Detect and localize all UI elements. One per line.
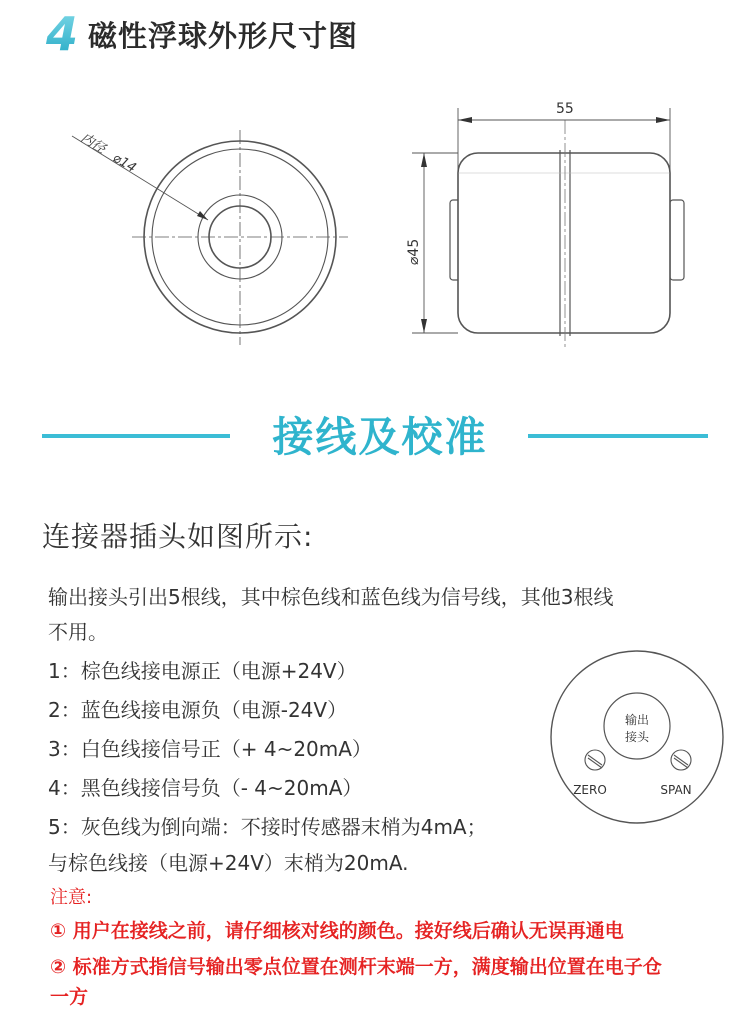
connector-subtitle: 连接器插头如图所示: xyxy=(42,520,314,553)
section-number-badge xyxy=(42,10,78,54)
wire-item-3: 3：白色线接信号正（+ 4~20mA） xyxy=(48,737,372,761)
span-screw-icon xyxy=(671,750,691,770)
wire-item-5: 5：灰色线为倒向端：不接时传感器末梢为4mA； xyxy=(48,815,487,839)
height-dimension: ⌀45 xyxy=(406,238,422,265)
wire-item-2: 2：蓝色线接电源负（电源-24V） xyxy=(48,698,348,722)
banner-title: 接线及校准 xyxy=(272,413,488,461)
note-line-1: ① 用户在接线之前，请仔细核对线的颜色。接好线后确认无误再通电 xyxy=(50,920,624,942)
zero-label: ZERO xyxy=(573,783,607,797)
wire-item-5-cont: 与棕色线接（电源+24V）末梢为20mA. xyxy=(48,851,409,875)
connector-center-label-2: 接头 xyxy=(624,730,650,744)
section-number: 4 xyxy=(46,10,78,54)
float-side-view xyxy=(450,150,684,336)
banner-line-right xyxy=(528,434,708,438)
span-label: SPAN xyxy=(660,783,692,797)
note-label: 注意: xyxy=(50,887,93,908)
dimension-drawing xyxy=(0,80,750,370)
wire-item-1: 1：棕色线接电源正（电源+24V） xyxy=(48,659,357,683)
zero-screw-icon xyxy=(585,750,605,770)
width-dimension: 55 xyxy=(556,101,574,117)
connector-diagram xyxy=(548,648,726,826)
inner-diameter-label: 内径 xyxy=(77,130,108,157)
inner-diameter-value: ⌀14 xyxy=(109,150,139,176)
wire-item-4: 4：黑色线接信号负（- 4~20mA） xyxy=(48,776,363,800)
intro-line-1: 输出接头引出5根线，其中棕色线和蓝色线为信号线，其他3根线 xyxy=(48,585,614,609)
banner-line-left xyxy=(42,434,230,438)
note-line-2a: ② 标准方式指信号输出零点位置在测杆末端一方，满度输出位置在电子仓 xyxy=(50,956,662,978)
note-line-2b: 一方 xyxy=(50,986,89,1008)
connector-center-label-1: 输出 xyxy=(624,713,650,727)
intro-line-2: 不用。 xyxy=(48,620,108,644)
section-title: 磁性浮球外形尺寸图 xyxy=(88,19,359,53)
